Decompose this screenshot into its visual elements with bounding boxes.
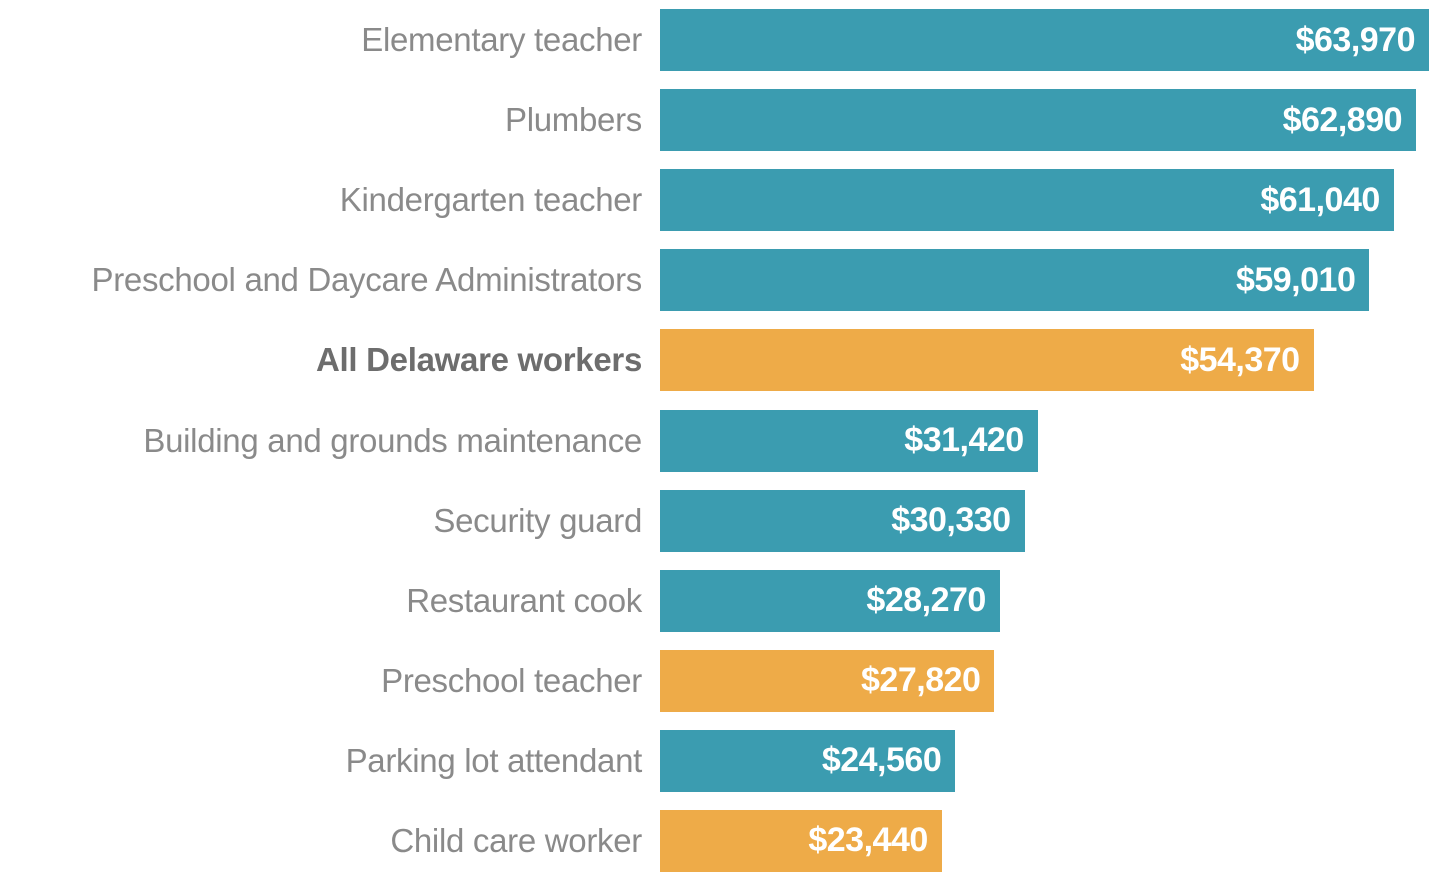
bar bbox=[660, 169, 1394, 231]
bar-value-label: $24,560 bbox=[821, 741, 942, 780]
chart-row bbox=[0, 481, 1429, 561]
chart-row bbox=[0, 0, 1429, 80]
bar-track bbox=[660, 641, 1429, 721]
category-label: Security guard bbox=[433, 501, 642, 539]
bar-track bbox=[660, 240, 1429, 320]
bar-value-label: $30,330 bbox=[891, 501, 1011, 540]
bar bbox=[660, 410, 1038, 472]
bar bbox=[660, 89, 1416, 151]
bar bbox=[660, 490, 1025, 552]
chart-row bbox=[0, 721, 1429, 801]
chart-row bbox=[0, 561, 1429, 641]
bar-track bbox=[660, 0, 1429, 80]
chart-row bbox=[0, 80, 1429, 160]
bar bbox=[660, 650, 994, 712]
bar-track bbox=[660, 721, 1429, 801]
bar-value-label: $27,820 bbox=[861, 661, 981, 700]
category-label: Preschool and Daycare Administrators bbox=[91, 261, 642, 299]
bar bbox=[660, 570, 1000, 632]
category-label: Child care worker bbox=[390, 821, 642, 859]
category-label: Plumbers bbox=[505, 101, 642, 139]
bar-value-label: $54,370 bbox=[1180, 340, 1300, 379]
category-label: Kindergarten teacher bbox=[339, 181, 642, 219]
bar-track bbox=[660, 481, 1429, 561]
category-label: Building and grounds maintenance bbox=[143, 421, 642, 459]
chart-row bbox=[0, 641, 1429, 721]
category-label: Restaurant cook bbox=[406, 581, 642, 619]
chart-row bbox=[0, 240, 1429, 320]
bar-value-label: $63,970 bbox=[1295, 20, 1415, 59]
bar-value-label: $23,440 bbox=[808, 821, 928, 860]
bar bbox=[660, 730, 955, 792]
chart-row bbox=[0, 400, 1429, 480]
bar-value-label: $61,040 bbox=[1260, 180, 1380, 219]
chart-row bbox=[0, 160, 1429, 240]
bar-track bbox=[660, 801, 1429, 881]
bar bbox=[660, 9, 1429, 71]
bar-value-label: $28,270 bbox=[866, 581, 986, 620]
bar-track bbox=[660, 80, 1429, 160]
bar bbox=[660, 810, 942, 872]
bar-track bbox=[660, 400, 1429, 480]
bar bbox=[660, 329, 1314, 391]
chart-row-highlight bbox=[0, 320, 1429, 400]
bar-value-label: $59,010 bbox=[1235, 260, 1356, 299]
bar-track bbox=[660, 160, 1429, 240]
category-label: Elementary teacher bbox=[361, 21, 642, 59]
bar-value-label: $62,890 bbox=[1282, 100, 1403, 139]
chart-row bbox=[0, 801, 1429, 881]
bar-value-label: $31,420 bbox=[904, 421, 1024, 460]
category-label: All Delaware workers bbox=[316, 341, 642, 379]
category-label: Preschool teacher bbox=[381, 661, 642, 699]
bar-track bbox=[660, 320, 1429, 400]
bar-track bbox=[660, 561, 1429, 641]
category-label: Parking lot attendant bbox=[345, 741, 642, 779]
bar bbox=[660, 249, 1369, 311]
